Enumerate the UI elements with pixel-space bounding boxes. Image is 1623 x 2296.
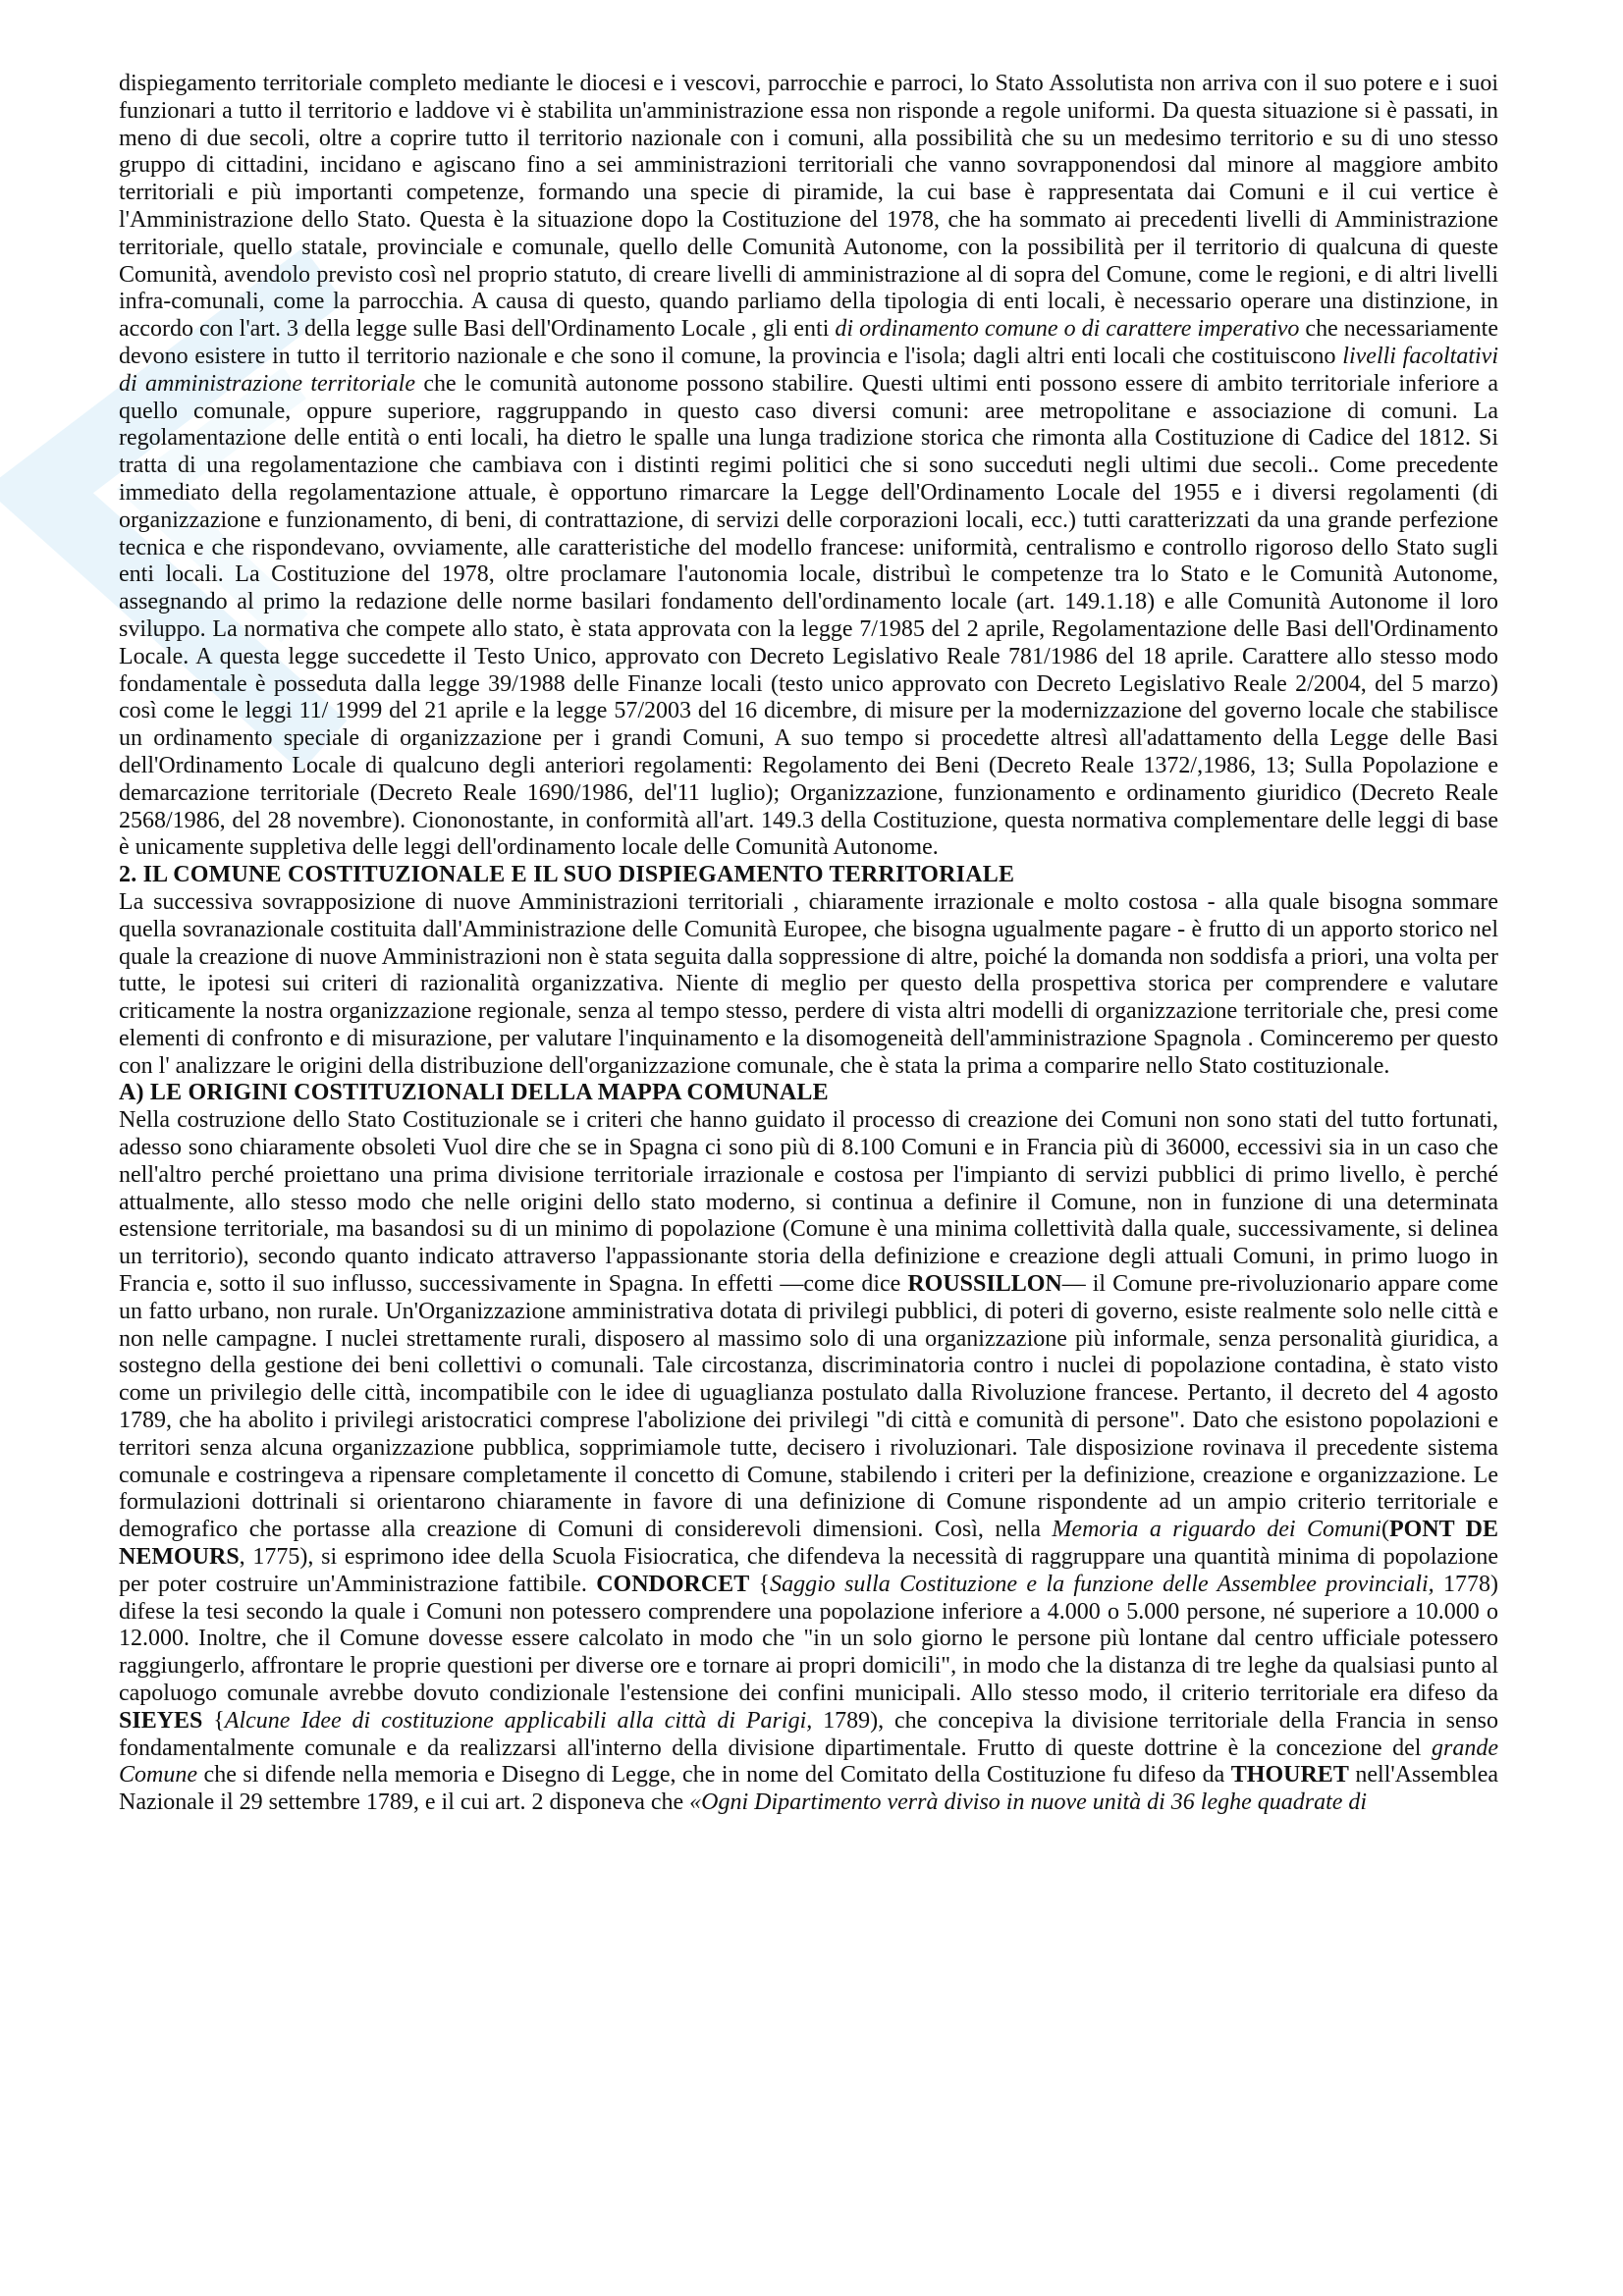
text-run: di ordinamento comune o di carattere imperativo xyxy=(835,316,1300,343)
text-run: THOURET xyxy=(1230,1762,1349,1789)
text-run: livelli facoltativi di amministrazione territoriale xyxy=(119,343,1498,397)
text-run: 1778) difese la tesi secondo la quale i Comuni non potessero comprendere una popolazione inferiore a 4.000 o 5.000 persone, né superiore a 10.000 o 12.000. Inoltre, che il Comune dovesse essere calcolato in modo che "in un solo giorno le persone più lontane dal centro ufficiale potessero raggiungerlo, affrontare le proprie questioni per diverse ore e tornare ai propri domicili", in modo che la distanza di tre leghe da qualsiasi punto al capoluogo comunale avrebbe dovuto condizionale l'estensione dei confini municipali. Allo stesso modo, il criterio territoriale era difeso da xyxy=(119,1571,1498,1707)
text-run: ( xyxy=(1380,1517,1389,1543)
section-heading xyxy=(119,862,1498,889)
text-run: A) LE ORIGINI COSTITUZIONALI DELLA MAPPA COMUNALE xyxy=(119,1080,829,1106)
body-paragraph xyxy=(119,71,1498,862)
text-run: 2. IL COMUNE COSTITUZIONALE E IL SUO DISPIEGAMENTO TERRITORIALE xyxy=(119,862,1015,888)
text-run: { xyxy=(749,1571,771,1597)
text-run: CONDORCET xyxy=(596,1571,750,1597)
text-run: , 1775), si esprimono idee della Scuola Fisiocratica, che difendeva la necessità di raggruppare una quantità minima di popolazione per poter costruire un'Amministrazione fattibile. xyxy=(119,1544,1498,1597)
text-run: grande Comune xyxy=(119,1735,1498,1789)
document-body xyxy=(119,71,1498,1817)
text-run: La successiva sovrapposizione di nuove Amministrazioni territoriali , chiaramente irrazionale e molto costosa - alla quale bisogna sommare quella sovranazionale costituita dall'Amministrazione delle Comunità Europee, che bisogna ugualmente pagare - è frutto di un apporto storico nel quale la creazione di nuove Amministrazioni non è stata seguita dalla soppressione di altre, poiché la domanda non soddisfa a priori, una volta per tutte, le ipotesi sui criteri di razionalità organizzativa. Niente di meglio per questo della prospettiva storica per comprendere e valutare criticamente la nostra organizzazione regionale, senza al tempo stesso, perdere di vista altri modelli di organizzazione territoriale che, presi come elementi di confronto e di misurazione, per valutare l'inquinamento e la disomogeneità dell'amministrazione Spagnola . Cominceremo per questo con l' analizzare le origini della distribuzione dell'organizzazione comunale, che è stata la prima a comparire nello Stato costituzionale. xyxy=(119,888,1498,1079)
text-run: — il Comune pre-rivoluzionario appare come un fatto urbano, non rurale. Un'Organizzazione amministrativa dotata di privilegi pubblici, di poteri di governo, esiste realmente solo nelle città e non nelle campagne. I nuclei strettamente rurali, disposero al massimo solo di una organizzazione più informale, senza personalità giuridica, a sostegno della gestione dei beni collettivi o comunali. Tale circostanza, discriminatoria contro i nuclei di popolazione contadina, è stato visto come un privilegio delle città, incompatibile con le idee di uguaglianza postulato dalla Rivoluzione francese. Pertanto, il decreto del 4 agosto 1789, che ha abolito i privilegi aristocratici comprese l'abolizione dei privilegi "di città e comunità di persone". Dato che esistono popolazioni e territori senza alcuna organizzazione pubblica, sopprimiamole tutte, decisero i rivoluzionari. Tale disposizione rovinava il precedente sistema comunale e costringeva a ripensare completamente il concetto di Comune, stabilendo i criteri per la definizione, creazione e organizzazione. Le formulazioni dottrinali si orientarono chiaramente in favore di una definizione di Comune rispondente ad un ampio criterio territoriale e demografico che portasse alla creazione di Comuni di considerevoli dimensioni. Così, nella xyxy=(119,1271,1499,1543)
text-run: SIEYES xyxy=(119,1707,203,1734)
text-run: PONT DE NEMOURS xyxy=(119,1517,1498,1571)
text-run: nell'Assemblea Nazionale il 29 settembre 1789, e il cui art. 2 disponeva che xyxy=(119,1762,1498,1816)
text-run: 1789), che concepiva la divisione territoriale della Francia in senso fondamentalmente comunale e da realizzarsi all'interno della divisione dipartimentale. Frutto di queste dottrine è la concezione del xyxy=(119,1707,1498,1761)
text-run: «Ogni Dipartimento verrà diviso in nuove unità di 36 leghe quadrate di xyxy=(689,1789,1368,1816)
text-run: Nella costruzione dello Stato Costituzionale se i criteri che hanno guidato il processo di creazione dei Comuni non sono stati del tutto fortunati, adesso sono chiaramente obsoleti Vuol dire che se in Spagna ci sono più di 8.100 Comuni e in Francia più di 36000, eccessivi sia in un caso che nell'altro perché proiettano una prima divisione territoriale irrazionale e costosa per l'impianto di servizi pubblici di primo livello, è perché attualmente, allo stesso modo che nelle origini dello stato moderno, si continua a definire il Comune, non in funzione di una determinata estensione territoriale, ma basandosi su di un minimo di popolazione (Comune è una minima collettività dalla quale, successivamente, si delinea un territorio), secondo quanto indicato attraverso l'appassionante storia della definizione e creazione degli attuali Comuni, in primo luogo in Francia e, sotto il suo influsso, successivamente in Spagna. In effetti —come dice xyxy=(119,1107,1498,1298)
text-run: dispiegamento territoriale completo mediante le diocesi e i vescovi, parrocchie e parroci, lo Stato Assolutista non arriva con il suo potere e i suoi funzionari a tutto il territorio e laddove vi è stabilita un'amministrazione essa non risponde a regole uniformi. Da questa situazione si è passati, in meno di due secoli, oltre a coprire tutto il territorio nazionale con i comuni, alla possibilità che su un medesimo territorio e su di uno stesso gruppo di cittadini, incidano e agiscano fino a sei amministrazioni territoriali che vanno sovrapponendosi dal minore al maggiore ambito territoriali e più importanti competenze, formando una specie di piramide, la cui base è rappresentata dai Comuni e il cui vertice è l'Amministrazione dello Stato. Questa è la situazione dopo la Costituzione del 1978, che ha sommato ai precedenti livelli di Amministrazione territoriale, quello statale, provinciale e comunale, quello delle Comunità Autonome, con la possibilità per il territorio di qualcuna di queste Comunità, avendolo previsto così nel proprio statuto, di creare livelli di amministrazione al di sopra del Comune, come le regioni, e di altri livelli infra-comunali, come la parrocchia. A causa di questo, quando parliamo della tipologia di enti locali, è necessario operare una distinzione, in accordo con l'art. 3 della legge sulle Basi dell'Ordinamento Locale , gli enti xyxy=(119,71,1498,343)
text-run: che necessariamente devono esistere in tutto il territorio nazionale e che sono il comune, la provincia e l'isola; dagli altri enti locali che costituiscono xyxy=(119,316,1498,369)
text-run: Alcune Idee di costituzione applicabili alla città di Parigi, xyxy=(224,1707,813,1734)
text-run: che le comunità autonome possono stabilire. Questi ultimi enti possono essere di ambito territoriale inferiore a quello comunale, oppure superiore, raggruppando in questo caso diversi comuni: aree metropolitane e associazione di comuni. La regolamentazione delle entità o enti locali, ha dietro le spalle una lunga tradizione storica che rimonta alla Costituzione di Cadice del 1812. Si tratta di una regolamentazione che cambiava con i distinti regimi politici che si sono succeduti negli ultimi due secoli.. Come precedente immediato della regolamentazione attuale, è opportuno rimarcare la Legge dell'Ordinamento Locale del 1955 e i diversi regolamenti (di organizzazione e funzionamento, di beni, di contrattazione, di servizi delle corporazioni locali, ecc.) tutti caratterizzati da una grande perfezione tecnica e che rispondevano, ovviamente, alle caratteristiche del modello francese: uniformità, centralismo e controllo rigoroso dello Stato sugli enti locali. La Costituzione del 1978, oltre proclamare l'autonomia locale, distribuì le competenze tra lo Stato e le Comunità Autonome, assegnando al primo la redazione delle norme basilari fondamento dell'ordinamento locale (art. 149.1.18) e alle Comunità Autonome il loro sviluppo. La normativa che compete allo stato, è stata approvata con la legge 7/1985 del 2 aprile, Regolamentazione delle Basi dell'Ordinamento Locale. A questa legge succedette il Testo Unico, approvato con Decreto Legislativo Reale 781/1986 del 18 aprile. Carattere allo stesso modo fondamentale è posseduta dalla legge 39/1988 delle Finanze locali (testo unico approvato con Decreto Legislativo Reale 2/2004, del 5 marzo) così come le leggi 11/ 1999 del 21 aprile e la legge 57/2003 del 16 dicembre, di misure per la modernizzazione del governo locale che stabilisce un ordinamento speciale di organizzazione per i grandi Comuni, A suo tempo si procedette altresì all'adattamento della Legge delle Basi dell'Ordinamento Locale di qualcuno degli anteriori regolamenti: Regolamento dei Beni (Decreto Reale 1372/,1986, 13; Sulla Popolazione e demarcazione territoriale (Decreto Reale 1690/1986, del'11 luglio); Organizzazione, funzionamento e ordinamento giuridico (Decreto Reale 2568/1986, del 28 novembre). Ciononostante, in conformità all'art. 149.3 della Costituzione, questa normativa complementare delle leggi di base è unicamente suppletiva delle leggi dell'ordinamento locale delle Comunità Autonome. xyxy=(119,370,1498,861)
text-run: Memoria a riguardo dei Comuni xyxy=(1052,1517,1381,1543)
section-heading xyxy=(119,1080,1498,1107)
body-paragraph xyxy=(119,1107,1498,1817)
text-run: ROUSSILLON xyxy=(907,1271,1062,1298)
text-run: Saggio sulla Costituzione e la funzione delle Assemblee provinciali, xyxy=(770,1571,1434,1597)
text-run: che si difende nella memoria e Disegno di Legge, che in nome del Comitato della Costituzione fu difeso da xyxy=(197,1762,1231,1789)
body-paragraph xyxy=(119,889,1498,1081)
text-run: { xyxy=(202,1707,225,1734)
